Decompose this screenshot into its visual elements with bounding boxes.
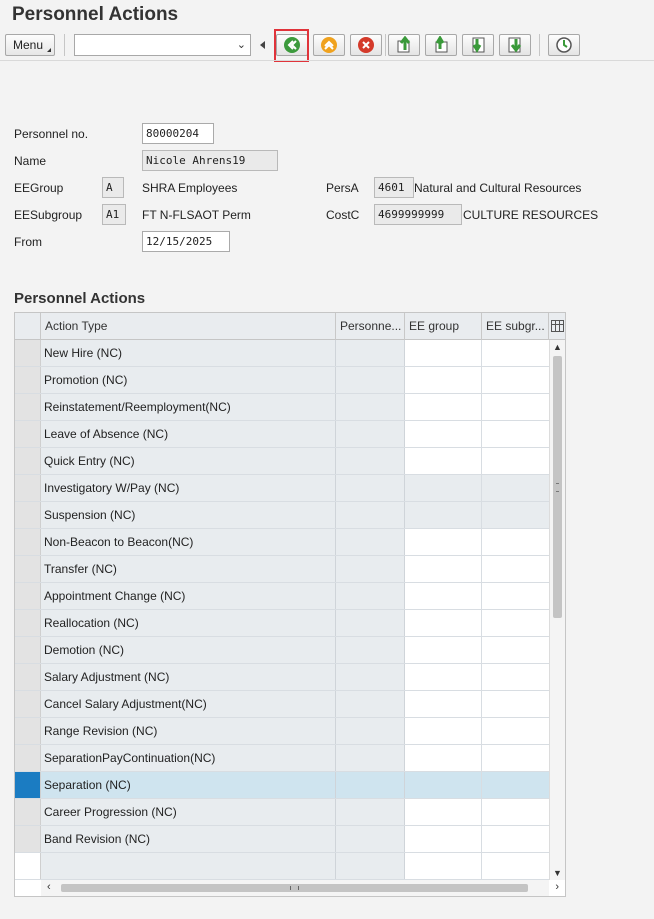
row-selector[interactable]	[15, 340, 41, 366]
command-field[interactable]	[74, 34, 251, 56]
toolbar-divider	[385, 34, 386, 56]
table-row[interactable]	[15, 637, 549, 664]
ee-group-cell[interactable]	[405, 448, 482, 474]
ee-subgroup-cell[interactable]	[482, 367, 549, 393]
personnel-cell	[336, 421, 405, 447]
ee-group-cell[interactable]	[405, 556, 482, 582]
action-type-cell[interactable]: Non-Beacon to Beacon(NC)	[41, 529, 336, 555]
column-header-personnel[interactable]: Personne...	[336, 313, 405, 340]
table-row[interactable]	[15, 799, 549, 826]
eegroup-code-field: A	[102, 177, 124, 198]
persa-text: Natural and Cultural Resources	[414, 181, 582, 195]
ee-subgroup-cell	[482, 502, 549, 528]
row-selector[interactable]	[15, 826, 41, 852]
section-title: Personnel Actions	[14, 290, 146, 307]
table-row[interactable]	[15, 745, 549, 772]
table-row[interactable]	[15, 610, 549, 637]
ee-group-cell[interactable]	[405, 664, 482, 690]
ee-subgroup-cell[interactable]	[482, 745, 549, 771]
row-selector[interactable]	[15, 610, 41, 636]
table-settings-icon[interactable]	[551, 320, 564, 332]
ee-group-cell[interactable]	[405, 367, 482, 393]
row-selector[interactable]	[15, 367, 41, 393]
eegroup-label: EEGroup	[14, 181, 64, 195]
ee-group-cell[interactable]	[405, 853, 482, 879]
menu-label: Menu	[13, 38, 44, 52]
personnel-cell	[336, 529, 405, 555]
costc-label: CostC	[326, 208, 360, 222]
name-label: Name	[14, 154, 47, 168]
row-selector[interactable]	[15, 745, 41, 771]
action-type-cell[interactable]: Suspension (NC)	[41, 502, 336, 528]
table-row[interactable]	[15, 340, 549, 367]
ee-group-cell[interactable]	[405, 718, 482, 744]
persa-label: PersA	[326, 181, 359, 195]
upload-icon	[395, 36, 413, 54]
personnel-cell	[336, 394, 405, 420]
upload-page-button[interactable]	[425, 34, 457, 56]
chevron-down-icon[interactable]: ⌄	[236, 39, 246, 51]
ee-subgroup-cell[interactable]	[482, 853, 549, 879]
ee-subgroup-cell[interactable]	[482, 421, 549, 447]
ee-group-cell[interactable]	[405, 799, 482, 825]
ee-subgroup-cell	[482, 475, 549, 501]
ee-subgroup-cell[interactable]	[482, 664, 549, 690]
personnel-cell	[336, 664, 405, 690]
scroll-down-icon[interactable]: ▼	[553, 868, 562, 878]
eegroup-text: SHRA Employees	[142, 181, 238, 195]
scroll-corner	[15, 880, 41, 896]
row-selector[interactable]	[15, 556, 41, 582]
toolbar-divider	[539, 34, 540, 56]
ee-group-cell[interactable]	[405, 340, 482, 366]
personnel-cell	[336, 772, 405, 798]
toolbar-divider	[64, 34, 65, 56]
ee-subgroup-cell[interactable]	[482, 799, 549, 825]
personnel-cell	[336, 340, 405, 366]
row-selector[interactable]	[15, 394, 41, 420]
eesubgroup-code-field: A1	[102, 204, 126, 225]
download-icon	[506, 36, 524, 54]
personnel-cell	[336, 448, 405, 474]
action-type-cell[interactable]: Range Revision (NC)	[41, 718, 336, 744]
row-selector[interactable]	[15, 475, 41, 501]
ee-group-cell[interactable]	[405, 772, 482, 798]
personnel-cell	[336, 718, 405, 744]
cancel-icon	[357, 36, 375, 54]
table-row[interactable]	[15, 421, 549, 448]
action-type-cell[interactable]: Demotion (NC)	[41, 637, 336, 663]
table-row[interactable]	[15, 529, 549, 556]
personnel-cell	[336, 853, 405, 879]
refresh-button[interactable]	[548, 34, 580, 56]
refresh-clock-icon	[555, 36, 573, 54]
ee-group-cell[interactable]	[405, 421, 482, 447]
action-type-cell[interactable]: Investigatory W/Pay (NC)	[41, 475, 336, 501]
action-type-cell[interactable]: Separation (NC)	[41, 772, 336, 798]
ee-subgroup-cell[interactable]	[482, 583, 549, 609]
ee-group-cell[interactable]	[405, 610, 482, 636]
upload-page-icon	[432, 36, 450, 54]
previous-screen-icon	[320, 36, 338, 54]
table-row[interactable]	[15, 502, 549, 529]
download-page-button[interactable]	[462, 34, 494, 56]
download-button[interactable]	[499, 34, 531, 56]
ee-subgroup-cell[interactable]	[482, 340, 549, 366]
ee-group-cell	[405, 475, 482, 501]
eesubgroup-label: EESubgroup	[14, 208, 83, 222]
table-row[interactable]	[15, 394, 549, 421]
table-row[interactable]	[15, 826, 549, 853]
ee-subgroup-cell[interactable]	[482, 556, 549, 582]
action-type-cell[interactable]: Appointment Change (NC)	[41, 583, 336, 609]
costc-text: CULTURE RESOURCES	[463, 208, 599, 222]
action-type-cell[interactable]: Salary Adjustment (NC)	[41, 664, 336, 690]
from-label: From	[14, 235, 42, 249]
table-row[interactable]	[15, 583, 549, 610]
personnel-cell	[336, 367, 405, 393]
vertical-scrollbar[interactable]	[549, 340, 565, 880]
ee-subgroup-cell[interactable]	[482, 610, 549, 636]
personnel-cell	[336, 826, 405, 852]
action-type-cell[interactable]: Cancel Salary Adjustment(NC)	[41, 691, 336, 717]
action-type-cell[interactable]	[41, 853, 336, 879]
row-selector[interactable]	[15, 583, 41, 609]
ee-group-cell	[405, 502, 482, 528]
name-field: Nicole Ahrens19	[142, 150, 278, 171]
highlight-box	[274, 29, 309, 62]
action-type-cell[interactable]: Transfer (NC)	[41, 556, 336, 582]
table-row[interactable]	[15, 853, 549, 880]
action-type-cell[interactable]: Reallocation (NC)	[41, 610, 336, 636]
action-type-cell[interactable]: Career Progression (NC)	[41, 799, 336, 825]
eesubgroup-text: FT N-FLSAOT Perm	[142, 208, 251, 222]
row-selector[interactable]	[15, 718, 41, 744]
table-header	[15, 313, 565, 340]
table-row[interactable]	[15, 475, 549, 502]
ee-group-cell[interactable]	[405, 637, 482, 663]
costc-code-field: 4699999999	[374, 204, 462, 225]
scroll-up-icon[interactable]: ▲	[553, 342, 562, 352]
row-selector[interactable]	[15, 799, 41, 825]
ee-group-cell[interactable]	[405, 529, 482, 555]
ee-subgroup-cell[interactable]	[482, 448, 549, 474]
scroll-right-icon[interactable]: ›	[555, 881, 559, 893]
table-row[interactable]	[15, 664, 549, 691]
ee-subgroup-cell[interactable]	[482, 718, 549, 744]
ee-group-cell[interactable]	[405, 394, 482, 420]
table-row[interactable]	[15, 448, 549, 475]
row-selector[interactable]	[15, 421, 41, 447]
table-row[interactable]	[15, 772, 549, 799]
toolbar-bottom-border	[0, 60, 654, 61]
personnel-cell	[336, 691, 405, 717]
ee-group-cell[interactable]	[405, 583, 482, 609]
personnel-no-label: Personnel no.	[14, 127, 89, 141]
select-all-cell[interactable]	[15, 313, 41, 340]
ee-group-cell[interactable]	[405, 826, 482, 852]
row-selector[interactable]	[15, 637, 41, 663]
personnel-cell	[336, 556, 405, 582]
personnel-cell	[336, 799, 405, 825]
personnel-cell	[336, 745, 405, 771]
column-header-action-type[interactable]: Action Type	[41, 313, 336, 340]
row-selector[interactable]	[15, 664, 41, 690]
row-selector[interactable]	[15, 502, 41, 528]
action-type-cell[interactable]: Leave of Absence (NC)	[41, 421, 336, 447]
download-page-icon	[469, 36, 487, 54]
ee-subgroup-cell[interactable]	[482, 691, 549, 717]
scroll-left-icon[interactable]: ‹	[47, 881, 51, 893]
action-type-cell[interactable]: SeparationPayContinuation(NC)	[41, 745, 336, 771]
horizontal-scroll-thumb[interactable]	[61, 884, 528, 892]
table-row[interactable]	[15, 367, 549, 394]
ee-subgroup-cell[interactable]	[482, 529, 549, 555]
personnel-cell	[336, 610, 405, 636]
personnel-cell	[336, 637, 405, 663]
row-selector[interactable]	[15, 853, 41, 879]
previous-screen-button[interactable]	[313, 34, 345, 56]
personnel-no-field[interactable]: 80000204	[142, 123, 214, 144]
personnel-cell	[336, 475, 405, 501]
table-row[interactable]	[15, 691, 549, 718]
ee-group-cell[interactable]	[405, 691, 482, 717]
column-header-ee-subgroup[interactable]: EE subgr...	[482, 313, 549, 340]
action-type-cell[interactable]: New Hire (NC)	[41, 340, 336, 366]
action-type-cell[interactable]: Promotion (NC)	[41, 367, 336, 393]
menu-button[interactable]	[5, 34, 55, 56]
ee-subgroup-cell[interactable]	[482, 394, 549, 420]
menu-corner-icon	[47, 48, 51, 52]
action-type-cell[interactable]: Reinstatement/Reemployment(NC)	[41, 394, 336, 420]
ee-subgroup-cell[interactable]	[482, 826, 549, 852]
ee-subgroup-cell[interactable]	[482, 637, 549, 663]
personnel-cell	[336, 502, 405, 528]
collapse-toolbar-icon[interactable]	[260, 41, 265, 49]
upload-button[interactable]	[388, 34, 420, 56]
ee-group-cell[interactable]	[405, 745, 482, 771]
table-row[interactable]	[15, 718, 549, 745]
ee-subgroup-cell[interactable]	[482, 772, 549, 798]
action-type-cell[interactable]: Band Revision (NC)	[41, 826, 336, 852]
row-selector[interactable]	[15, 691, 41, 717]
personnel-actions-table	[14, 312, 566, 897]
row-selector[interactable]	[15, 772, 41, 798]
persa-code-field: 4601	[374, 177, 414, 198]
row-selector[interactable]	[15, 448, 41, 474]
page-title: Personnel Actions	[12, 4, 179, 25]
from-date-field[interactable]: 12/15/2025	[142, 231, 230, 252]
row-selector[interactable]	[15, 529, 41, 555]
action-type-cell[interactable]: Quick Entry (NC)	[41, 448, 336, 474]
horizontal-scrollbar[interactable]	[41, 880, 559, 896]
cancel-button[interactable]	[350, 34, 382, 56]
personnel-cell	[336, 583, 405, 609]
column-header-ee-group[interactable]: EE group	[405, 313, 482, 340]
vertical-scroll-thumb[interactable]	[553, 356, 562, 618]
table-row[interactable]	[15, 556, 549, 583]
